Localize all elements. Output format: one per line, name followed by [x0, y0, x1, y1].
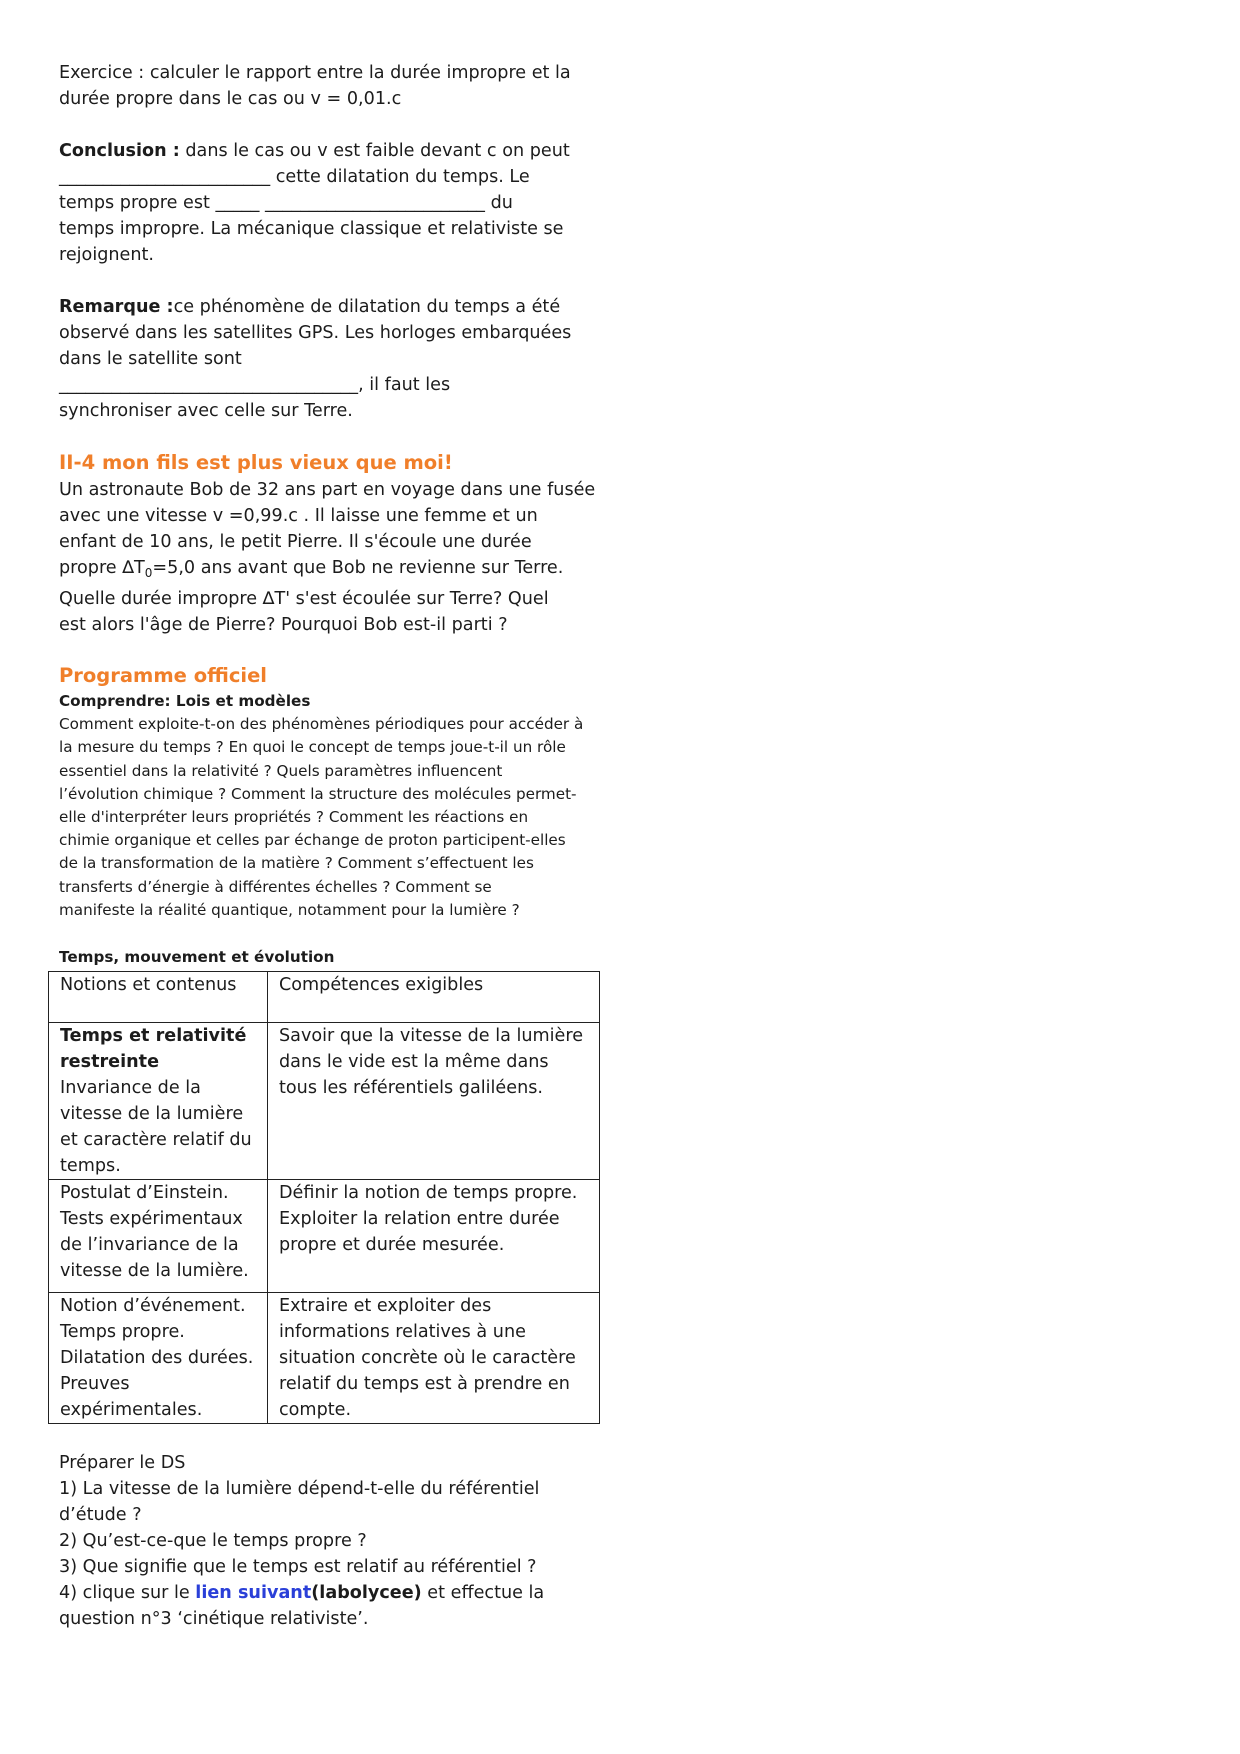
table-header-cell: Notions et contenus — [49, 972, 268, 1023]
table-header-cell: Compétences exigibles — [268, 972, 600, 1023]
table-cell: Définir la notion de temps propre. Exploiter la relation entre durée propre et durée mesurée. — [268, 1180, 600, 1293]
table-row — [49, 1180, 600, 1293]
remarque-line1: ce phénomène de dilatation du temps a été — [173, 297, 561, 317]
ii4-line5a: Quelle durée impropre — [59, 589, 263, 609]
competences-table — [48, 971, 600, 1424]
programme-heading: Programme officiel — [59, 664, 267, 687]
programme-line: l’évolution chimique ? Comment la structure des molécules permet- — [59, 784, 577, 803]
lien-suivant-link[interactable]: lien suivant — [195, 1583, 312, 1604]
table-title: Temps, mouvement et évolution — [59, 948, 335, 967]
programme-line: elle d'interpréter leurs propriétés ? Comment les réactions en — [59, 808, 529, 827]
programme-line: Comment exploite-t-on des phénomènes périodiques pour accéder à — [59, 715, 584, 734]
section-ii4-heading: II-4 mon fils est plus vieux que moi! — [59, 451, 453, 474]
programme-line: chimie organique et celles par échange de proton participent-elles — [59, 831, 566, 850]
ii4-line3: enfant de 10 ans, le petit Pierre. Il s'écoule une durée — [59, 532, 532, 552]
delta-t-prime-symbol: ∆T' — [262, 589, 291, 609]
delta-t0-symbol: $\Delta T_0$ — [122, 558, 153, 580]
section-ii4-body — [59, 477, 599, 638]
table-cell-text: Invariance de la vitesse de la lumière et caractère relatif du temps. — [60, 1078, 252, 1177]
preparer-q3: 3) Que signifie que le temps est relatif au référentiel ? — [59, 1557, 537, 1578]
table-cell — [49, 1023, 268, 1180]
preparer-q4-end: et effectue la question n°3 ‘cinétique relativiste’. — [59, 1583, 545, 1630]
programme-subtitle: Comprendre: Lois et modèles — [59, 692, 311, 710]
remarque-line4: __________________________________, il faut les — [59, 375, 451, 395]
exercice-text: Exercice : calculer le rapport entre la durée impropre et la durée propre dans le cas ou v = 0,01.c — [59, 63, 571, 109]
labolycee-label: (labolycee) — [311, 1583, 422, 1604]
programme-line: manifeste la réalité quantique, notamment pour la lumière ? — [59, 900, 520, 919]
preparer-q1: 1) La vitesse de la lumière dépend-t-elle du référentiel d’étude ? — [59, 1479, 540, 1526]
conclusion-line3: temps propre est _____ _________________________ du — [59, 193, 513, 213]
table-cell: Savoir que la vitesse de la lumière dans le vide est la même dans tous les référentiels galiléens. — [268, 1023, 600, 1180]
document-page — [59, 60, 599, 1632]
conclusion-line2: ________________________ cette dilatation du temps. Le — [59, 167, 530, 187]
table-cell: Extraire et exploiter des informations relatives à une situation concrète où le caractère relatif du temps est à prendre en compte. — [268, 1293, 600, 1424]
conclusion-line1: dans le cas ou v est faible devant c on peut — [179, 141, 570, 161]
ii4-line1: Un astronaute Bob de 32 ans part en voyage dans une fusée — [59, 480, 596, 500]
table-row — [49, 1023, 600, 1180]
table-cell: Notion d’événement. Temps propre. Dilatation des durées. Preuves expérimentales. — [49, 1293, 268, 1424]
table-row — [49, 1293, 600, 1424]
preparer-q4-start: 4) clique sur le — [59, 1583, 196, 1604]
preparer-title: Préparer le DS — [59, 1453, 186, 1474]
conclusion-line4: temps impropre. La mécanique classique et relativiste se — [59, 219, 564, 239]
subscript-zero: 0 — [144, 566, 153, 580]
programme-line: de la transformation de la matière ? Comment s’effectuent les — [59, 854, 534, 873]
conclusion-line5: rejoignent. — [59, 245, 154, 265]
remarque-line3: dans le satellite sont — [59, 349, 242, 369]
conclusion-label: Conclusion : — [59, 141, 180, 161]
ii4-line4b: =5,0 ans avant que Bob ne revienne sur Terre. — [152, 558, 564, 578]
remarque-label: Remarque : — [59, 297, 174, 317]
table-header-row — [49, 972, 600, 1023]
ii4-line6: est alors l'âge de Pierre? Pourquoi Bob est-il parti ? — [59, 615, 508, 635]
table-cell: Postulat d’Einstein. Tests expérimentaux de l’invariance de la vitesse de la lumière. — [49, 1180, 268, 1293]
programme-text — [59, 713, 599, 922]
remarque-line2: observé dans les satellites GPS. Les horloges embarquées — [59, 323, 572, 343]
programme-line: transferts d’énergie à différentes échelles ? Comment se — [59, 877, 492, 896]
ii4-line5b: s'est écoulée sur Terre? Quel — [290, 589, 549, 609]
ii4-line4a: propre — [59, 558, 123, 578]
ii4-line2: avec une vitesse v =0,99.c . Il laisse une femme et un — [59, 506, 538, 526]
preparer-block — [59, 1450, 599, 1632]
programme-line: la mesure du temps ? En quoi le concept de temps joue-t-il un rôle — [59, 738, 566, 757]
conclusion-block — [59, 138, 599, 268]
remarque-line5: synchroniser avec celle sur Terre. — [59, 401, 353, 421]
programme-line: essentiel dans la relativité ? Quels paramètres influencent — [59, 761, 503, 780]
preparer-q2: 2) Qu’est-ce-que le temps propre ? — [59, 1531, 367, 1552]
table-cell-bold: Temps et relativité restreinte — [60, 1026, 247, 1073]
remarque-block — [59, 294, 599, 424]
